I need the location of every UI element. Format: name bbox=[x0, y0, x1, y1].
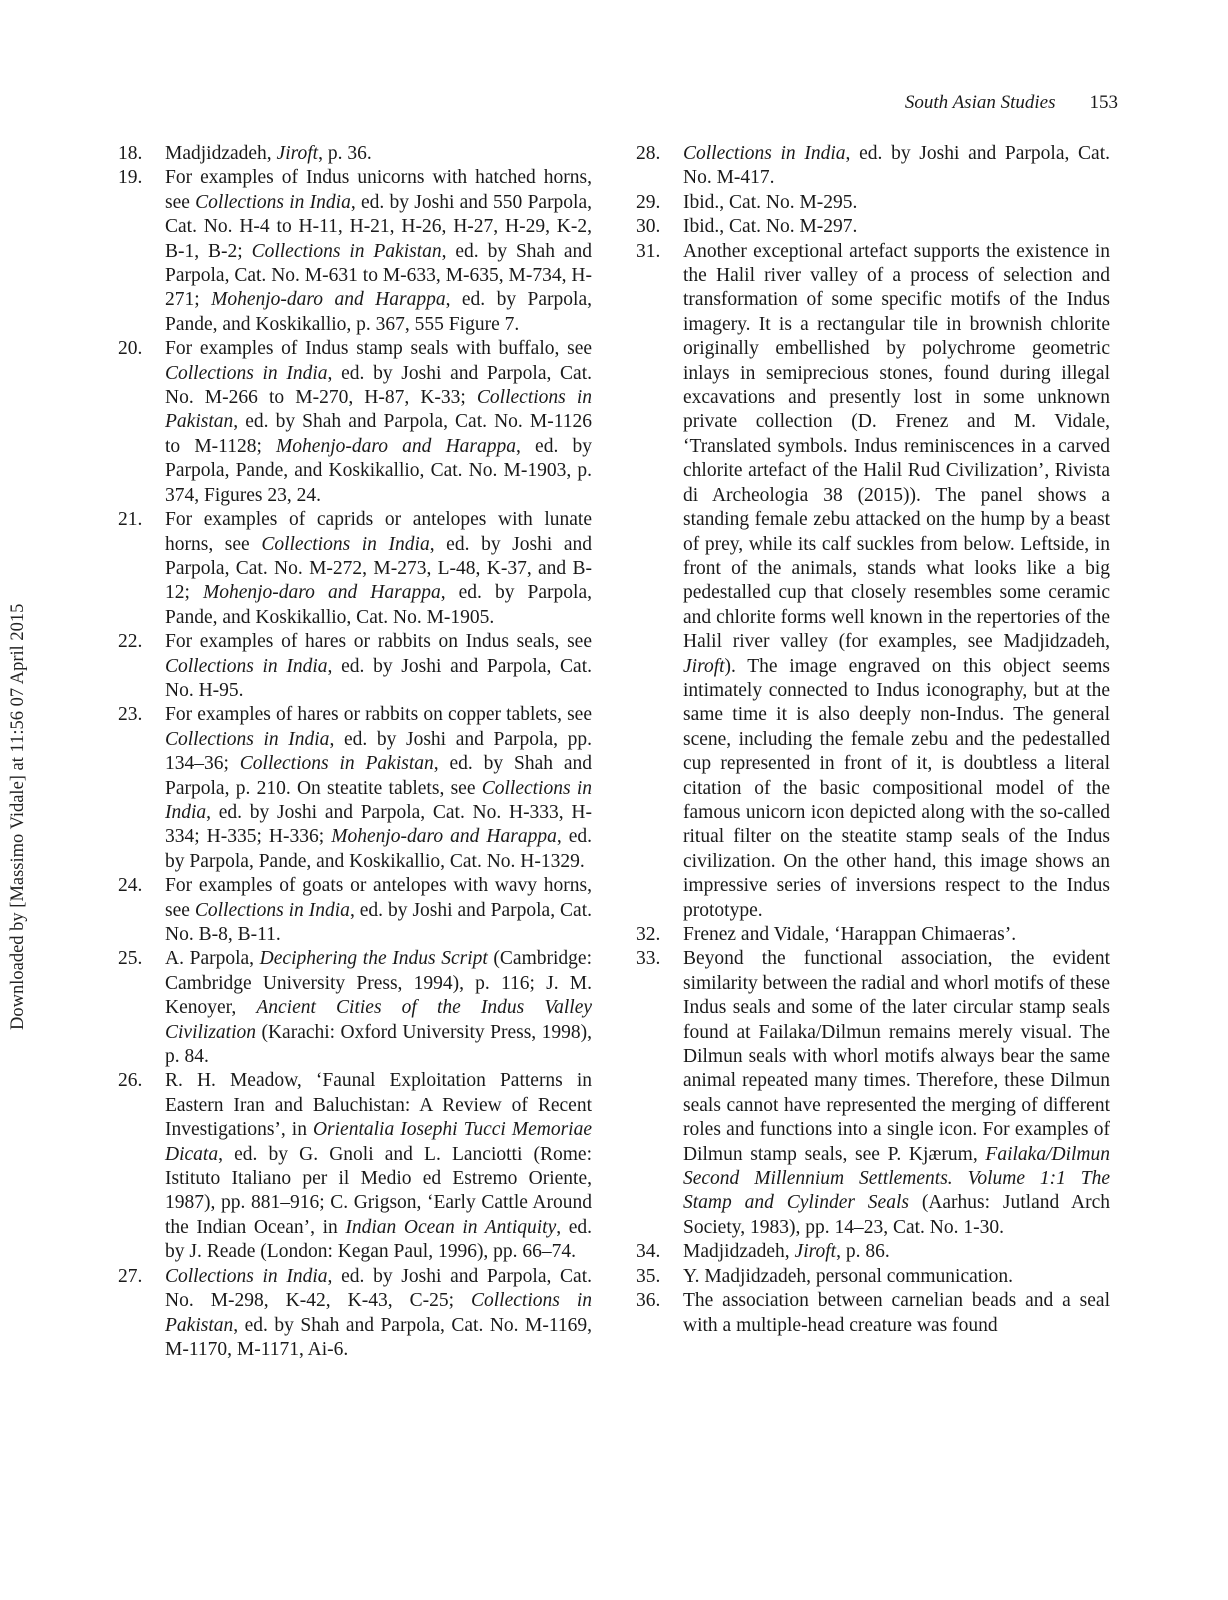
text-segment: , ed. by Parpola, Pande, and Koskikallio, Cat. No. M-1905. bbox=[165, 582, 592, 628]
text-segment: , ed. by Shah and Parpola, Cat. No. M-1169, M-1170, M-1171, Ai-6. bbox=[165, 1314, 592, 1360]
endnote bbox=[636, 1289, 1110, 1338]
text-segment: For examples of Indus unicorns with hatched horns, see bbox=[165, 167, 592, 213]
text-segment: , ed. by Shah and Parpola, p. 210. On steatite tablets, see bbox=[165, 753, 593, 799]
text-segment: Madjidzadeh, bbox=[165, 143, 277, 164]
italic-title: Mohenjo-daro and Harappa bbox=[276, 435, 516, 457]
italic-title: Collections in India bbox=[165, 728, 330, 750]
text-segment: , ed. by Shah and Parpola, Cat. No. M-1126 to M-1128; bbox=[165, 411, 592, 457]
endnote-text bbox=[165, 508, 592, 630]
endnote bbox=[636, 923, 1110, 947]
text-segment: , ed. by Joshi and Parpola, Cat. No. M-272, M-273, L-48, K-37, and B-12; bbox=[165, 533, 593, 604]
endnote-number: 20. bbox=[118, 338, 143, 360]
endnote bbox=[118, 630, 592, 703]
endnote bbox=[636, 191, 1110, 215]
italic-title: Orientalia Iosephi Tucci Memoriae Dicata bbox=[165, 1119, 592, 1165]
italic-title: Mohenjo-daro and Harappa bbox=[211, 289, 446, 311]
italic-title: Ancient Cities of the Indus Valley Civilization bbox=[165, 997, 592, 1043]
endnote bbox=[118, 1265, 592, 1363]
endnote-number: 22. bbox=[118, 631, 143, 653]
text-segment: , ed. by Shah and Parpola, Cat. No. M-631 to M-633, M-635, M-734, H-271; bbox=[165, 240, 593, 311]
endnote bbox=[118, 947, 592, 1069]
endnote-text bbox=[683, 191, 1110, 215]
italic-title: Failaka/Dilmun Second Millennium Settlements. Volume 1:1 The Stamp and Cylinder Seals bbox=[683, 1143, 1110, 1214]
text-segment: The association between carnelian beads and a seal with a multiple-head creature was found bbox=[683, 1290, 1110, 1336]
endnote-text bbox=[165, 337, 592, 508]
endnote bbox=[118, 508, 592, 630]
italic-title: Mohenjo-daro and Harappa bbox=[202, 582, 441, 604]
text-segment: (Karachi: Oxford University Press, 1998), p. 84. bbox=[165, 1021, 592, 1068]
endnote-number: 27. bbox=[118, 1265, 143, 1287]
endnote-number: 19. bbox=[118, 167, 143, 189]
endnote-number: 30. bbox=[636, 216, 661, 238]
notes-column-left bbox=[118, 142, 592, 1362]
italic-title: Collections in India bbox=[261, 533, 430, 555]
text-segment: , ed. by Joshi and Parpola, Cat. No. B-8, B-11. bbox=[165, 899, 592, 945]
text-segment: , p. 36. bbox=[318, 143, 372, 164]
endnote bbox=[118, 337, 592, 508]
endnote-text bbox=[683, 215, 1110, 239]
endnote-number: 18. bbox=[118, 143, 143, 164]
endnote-text bbox=[165, 142, 592, 166]
italic-title: Collections in India bbox=[165, 777, 592, 823]
text-segment: , ed. by Joshi and 550 Parpola, Cat. No. H-4 to H-11, H-21, H-26, H-27, H-29, K-2, B-1, B-2; bbox=[165, 191, 593, 262]
italic-title: Indian Ocean in Antiquity bbox=[345, 1216, 557, 1238]
endnote-text bbox=[165, 874, 592, 947]
text-segment: , ed. by Parpola, Pande, and Koskikallio, Cat. No. M-1903, p. 374, Figures 23, 24. bbox=[165, 435, 592, 506]
italic-title: Collections in India bbox=[165, 362, 328, 384]
italic-title: Collections in India bbox=[194, 899, 350, 921]
italic-title: Collections in Pakistan bbox=[165, 387, 593, 433]
text-segment: Another exceptional artefact supports the existence in the Halil river valley of a process of selection and transformation of some specific motifs of the Indus imagery. It is a rectangular tile in brownish chlorite originally embellished by polychrome geometric inlays in semiprecious stones, found during illegal excavations and presently lost in some unknown private collection (D. Frenez and M. Vidale, ‘Translated symbols. Indus reminiscences in a carved chlorite artefact of the Halil Rud Civilization’, Rivista di Archeologia 38 (2015)). The panel shows a standing female zebu attacked on the hump by a beast of prey, while its calf suckles from below. Leftside, in front of the animals, stands what looks like a big pedestalled cup that closely resembles some ceramic and chlorite forms well known in the repertories of the Halil river valley (for examples, see Madjidzadeh, bbox=[683, 240, 1110, 653]
text-segment: , ed. by Joshi and Parpola, pp. 134–36; bbox=[165, 728, 592, 775]
download-notice: Downloaded by [Massimo Vidale] at 11:56 07 April 2015 bbox=[8, 603, 28, 1030]
text-segment: Madjidzadeh, bbox=[683, 1241, 795, 1263]
endnote bbox=[636, 240, 1110, 923]
text-segment: , ed. by Joshi and Parpola, Cat. No. H-333, H-334; H-335; H-336; bbox=[165, 801, 592, 848]
endnote bbox=[118, 142, 592, 166]
endnote-text bbox=[165, 703, 592, 874]
italic-title: Deciphering the Indus Script bbox=[259, 948, 488, 970]
endnote-number: 33. bbox=[636, 948, 661, 970]
italic-title: Collections in India bbox=[165, 655, 328, 677]
text-segment: , p. 86. bbox=[836, 1241, 890, 1263]
endnote-text bbox=[683, 947, 1110, 1240]
italic-title: Jiroft bbox=[683, 655, 725, 677]
endnote-number: 35. bbox=[636, 1265, 661, 1287]
endnote-number: 24. bbox=[118, 875, 143, 897]
text-segment: (Aarhus: Jutland Arch Society, 1983), pp. 14–23, Cat. No. 1-30. bbox=[683, 1192, 1110, 1238]
text-segment: R. H. Meadow, ‘Faunal Exploitation Patterns in Eastern Iran and Baluchistan: A Review of Recent Investigations’, in bbox=[165, 1070, 592, 1141]
italic-title: Collections in Pakistan bbox=[239, 753, 434, 775]
endnote-number: 28. bbox=[636, 143, 661, 164]
endnote-number: 23. bbox=[118, 704, 143, 726]
endnote-number: 26. bbox=[118, 1070, 143, 1092]
endnote bbox=[636, 1240, 1110, 1264]
text-segment: Ibid., Cat. No. M-297. bbox=[683, 216, 858, 238]
text-segment: , ed. by J. Reade (London: Kegan Paul, 1996), pp. 66–74. bbox=[165, 1216, 592, 1263]
journal-title: South Asian Studies bbox=[904, 92, 1056, 113]
endnote-number: 29. bbox=[636, 191, 661, 213]
text-segment: For examples of Indus stamp seals with buffalo, see bbox=[165, 338, 592, 360]
endnote-text bbox=[683, 1265, 1110, 1289]
text-segment: Y. Madjidzadeh, personal communication. bbox=[683, 1265, 1013, 1287]
italic-title: Collections in Pakistan bbox=[251, 240, 442, 262]
endnote-text bbox=[165, 166, 592, 337]
italic-title: Collections in India bbox=[165, 1265, 328, 1287]
endnote-text bbox=[683, 240, 1110, 923]
text-segment: , ed. by Joshi and Parpola, Cat. No. H-95. bbox=[165, 655, 592, 701]
endnote bbox=[636, 215, 1110, 239]
endnote-number: 36. bbox=[636, 1290, 661, 1312]
text-segment: Beyond the functional association, the evident similarity between the radial and whorl motifs of these Indus seals and some of the later circular stamp seals found at Failaka/Dilmun remains merely visual. The Dilmun seals with whorl motifs always bear the same animal repeated many times. Therefore, these Dilmun seals cannot have represented the merging of different roles and functions into a single icon. For examples of Dilmun stamp seals, see P. Kjærum, bbox=[683, 948, 1110, 1165]
endnote bbox=[118, 703, 592, 874]
endnote-text bbox=[683, 1289, 1110, 1338]
endnote bbox=[636, 947, 1110, 1240]
endnote-text bbox=[165, 1069, 592, 1264]
endnote-text bbox=[165, 947, 592, 1069]
endnote-number: 31. bbox=[636, 240, 661, 262]
text-segment: For examples of hares or rabbits on copper tablets, see bbox=[165, 704, 592, 726]
endnote bbox=[118, 166, 592, 337]
endnote-text bbox=[683, 1240, 1110, 1264]
italic-title: Jiroft bbox=[276, 143, 319, 164]
text-segment: ). The image engraved on this object seems intimately connected to Indus iconography, but at the same time it is also deeply non-Indus. The general scene, including the female zebu and the pedestalled cup represented in front of it, is doubtless a literal citation of the basic compositional model of the famous unicorn icon depicted along with the so-called ritual filter on the steatite stamp seals of the Indus civilization. On the other hand, this image shows an impressive series of inversions respect to the Indus prototype. bbox=[683, 655, 1110, 921]
text-segment: For examples of caprids or antelopes with lunate horns, see bbox=[165, 509, 592, 555]
text-segment: (Cambridge: Cambridge University Press, 1994), p. 116; J. M. Kenoyer, bbox=[165, 948, 592, 1019]
running-header bbox=[0, 92, 1118, 114]
italic-title: Collections in India bbox=[683, 143, 846, 164]
text-segment: For examples of hares or rabbits on Indus seals, see bbox=[165, 631, 592, 653]
text-segment: , ed. by Parpola, Pande, and Koskikallio, Cat. No. H-1329. bbox=[165, 826, 592, 872]
italic-title: Mohenjo-daro and Harappa bbox=[331, 826, 557, 848]
text-segment: For examples of goats or antelopes with wavy horns, see bbox=[165, 875, 592, 921]
endnote-text bbox=[165, 1265, 592, 1363]
text-segment: , ed. by Joshi and Parpola, Cat. No. M-266 to M-270, H-87, K-33; bbox=[165, 362, 592, 409]
text-segment: , ed. by Parpola, Pande, and Koskikallio, p. 367, 555 Figure 7. bbox=[165, 289, 592, 335]
endnote bbox=[118, 1069, 592, 1264]
text-segment: , ed. by G. Gnoli and L. Lanciotti (Rome: Istituto Italiano per il Medio ed Estremo Oriente, 1987), pp. 881–916; C. Grigson, ‘Early Cattle Around the Indian Ocean’, in bbox=[165, 1143, 592, 1238]
notes-column-right bbox=[636, 142, 1110, 1338]
text-segment: , ed. by Joshi and Parpola, Cat. No. M-298, K-42, K-43, C-25; bbox=[165, 1265, 592, 1312]
endnote-text bbox=[683, 923, 1110, 947]
endnote bbox=[118, 874, 592, 947]
italic-title: Jiroft bbox=[794, 1241, 837, 1263]
endnote-number: 32. bbox=[636, 924, 661, 945]
endnote-text bbox=[683, 142, 1110, 191]
italic-title: Collections in Pakistan bbox=[165, 1290, 592, 1336]
text-segment: A. Parpola, bbox=[165, 948, 260, 970]
text-segment: Ibid., Cat. No. M-295. bbox=[683, 191, 858, 213]
endnote bbox=[636, 1265, 1110, 1289]
endnote-number: 25. bbox=[118, 948, 143, 970]
endnote bbox=[636, 142, 1110, 191]
text-segment: , ed. by Joshi and Parpola, Cat. No. M-417. bbox=[683, 143, 1110, 189]
endnote-number: 21. bbox=[118, 509, 143, 531]
endnote-number: 34. bbox=[636, 1241, 661, 1263]
page-number: 153 bbox=[1089, 92, 1118, 113]
italic-title: Collections in India bbox=[195, 191, 351, 213]
endnote-text bbox=[165, 630, 592, 703]
text-segment: Frenez and Vidale, ‘Harappan Chimaeras’. bbox=[683, 924, 1017, 945]
